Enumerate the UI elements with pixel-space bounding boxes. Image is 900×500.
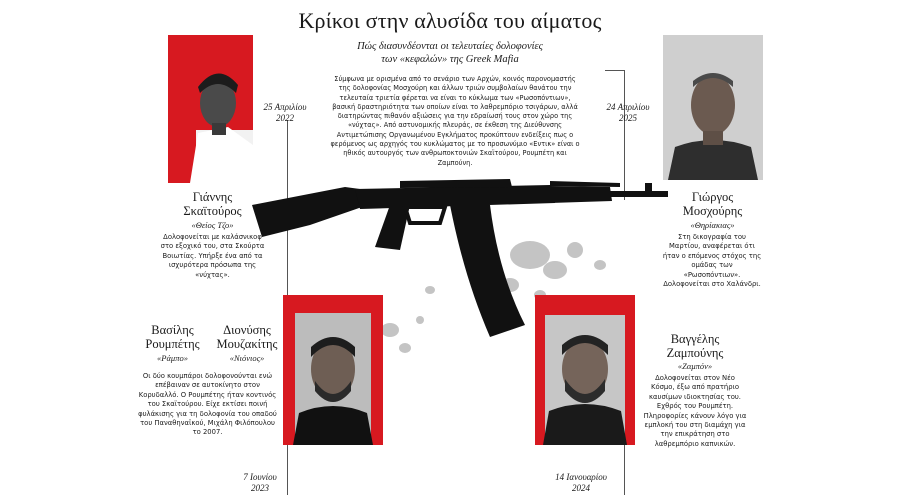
page-title: Κρίκοι στην αλυσίδα του αίματος bbox=[298, 8, 602, 33]
desc-pair: Οι δύο κουμπάροι δολοφονούνται ενώ επέβαιναν σε αυτοκίνητο στον Κορυδαλλό. Ο Ρουμπέτης ήταν κοντινός του Σκαϊτούρου. Είχε εκτίσει ποινή φυλάκισης για τη δολοφονία του οπαδού του Παναθηναϊκού, Μιχάλη Φιλόπουλου το 2007. bbox=[138, 372, 277, 437]
portrait-icon bbox=[283, 295, 383, 445]
nickname-roumpetis: «Ράμπο» bbox=[157, 353, 188, 363]
portrait-icon bbox=[168, 35, 253, 183]
date-pair: 7 Ιουνίου 2023 bbox=[243, 472, 277, 493]
nickname-skaitouros: «Θείος Τζο» bbox=[191, 220, 234, 230]
portrait-icon bbox=[535, 295, 635, 445]
intro-paragraph: Σύμφωνα με ορισμένα από το σενάριο των Αρχών, κοινός παρονομαστής της δολοφονίας Μοσχούρη και άλλων τριών συμβολαίων θανάτου την τελευταία τριετία φέρεται να είναι το κύκλωμα των «Ρωσοπόντιων», βασική δραστηριότητα των οποίων είναι το λαθρεμπόριο τσιγάρων, αλλά διατηρώντας πιθανόν αξιώσεις για την εδραίωσή τους στον χώρο της «νύχτας». Από αστυνομικής πλευράς, σε έκθεση της Διεύθυνσης Αντιμετώπισης Οργανωμένου Εγκλήματος προκύπτουν ενδείξεις πως ο φερόμενος ως αρχηγός του κυκλώματος με το προσωνύμιο «Εντικ» είναι ο ηθικός αυτουργός των ανθρωποκτονιών Σκαϊτούρου, Ρουμπέτη και Ζαμπούνη. bbox=[330, 75, 580, 167]
photo-mouzakitis bbox=[283, 295, 383, 445]
connector-line bbox=[605, 70, 625, 71]
page-subtitle: Πώς διασυνδέονται οι τελευταίες δολοφονίες των «κεφαλών» της Greek Mafia bbox=[357, 41, 543, 65]
nickname-moschouris: «Θηρίακιας» bbox=[690, 220, 735, 230]
name-mouzakitis: Διονύσης Μουζακίτης bbox=[216, 323, 278, 351]
desc-skaitouros: Δολοφονείται με καλάσνικοφ στο εξοχικό του, στα Σκούρτα Βοιωτίας. Υπήρξε ένα από τα ισχυρότερα πρόσωπα της «νύχτας». bbox=[160, 233, 265, 279]
name-moschouris: Γιώργος Μοσχούρης bbox=[682, 190, 743, 218]
photo-zampounis bbox=[535, 295, 635, 445]
portrait-icon bbox=[663, 35, 763, 180]
nickname-zampounis: «Ζαμπόν» bbox=[677, 361, 713, 371]
name-skaitouros: Γιάννης Σκαϊτούρος bbox=[183, 190, 242, 218]
photo-moschouris bbox=[663, 35, 763, 180]
date-zampounis: 14 Ιανουαρίου 2024 bbox=[555, 472, 607, 493]
nickname-mouzakitis: «Νιόνιος» bbox=[229, 353, 265, 363]
photo-skaitouros bbox=[168, 35, 253, 183]
date-skaitouros: 25 Απριλίου 2022 bbox=[263, 102, 307, 123]
desc-zampounis: Δολοφονείται στον Νέο Κόσμο, έξω από πρατήριο καυσίμων ιδιοκτησίας του. Εχθρός του Ρουμπέτη. Πληροφορίες κάνουν λόγο για εμπλοκή του στη διαμάχη για την επικράτηση στο λαθρεμπόριο καπνικών. bbox=[643, 374, 747, 448]
name-roumpetis: Βασίλης Ρουμπέτης bbox=[145, 323, 200, 351]
date-moschouris: 24 Απριλίου 2025 bbox=[606, 102, 650, 123]
desc-moschouris: Στη δικογραφία του Μαρτίου, αναφέρεται ότι ήταν ο επόμενος στόχος της ομάδας των «Ρωσοπόντιων». Δολοφονείται στο Χαλάνδρι. bbox=[662, 233, 762, 289]
name-zampounis: Βαγγέλης Ζαμπούνης bbox=[666, 332, 724, 360]
